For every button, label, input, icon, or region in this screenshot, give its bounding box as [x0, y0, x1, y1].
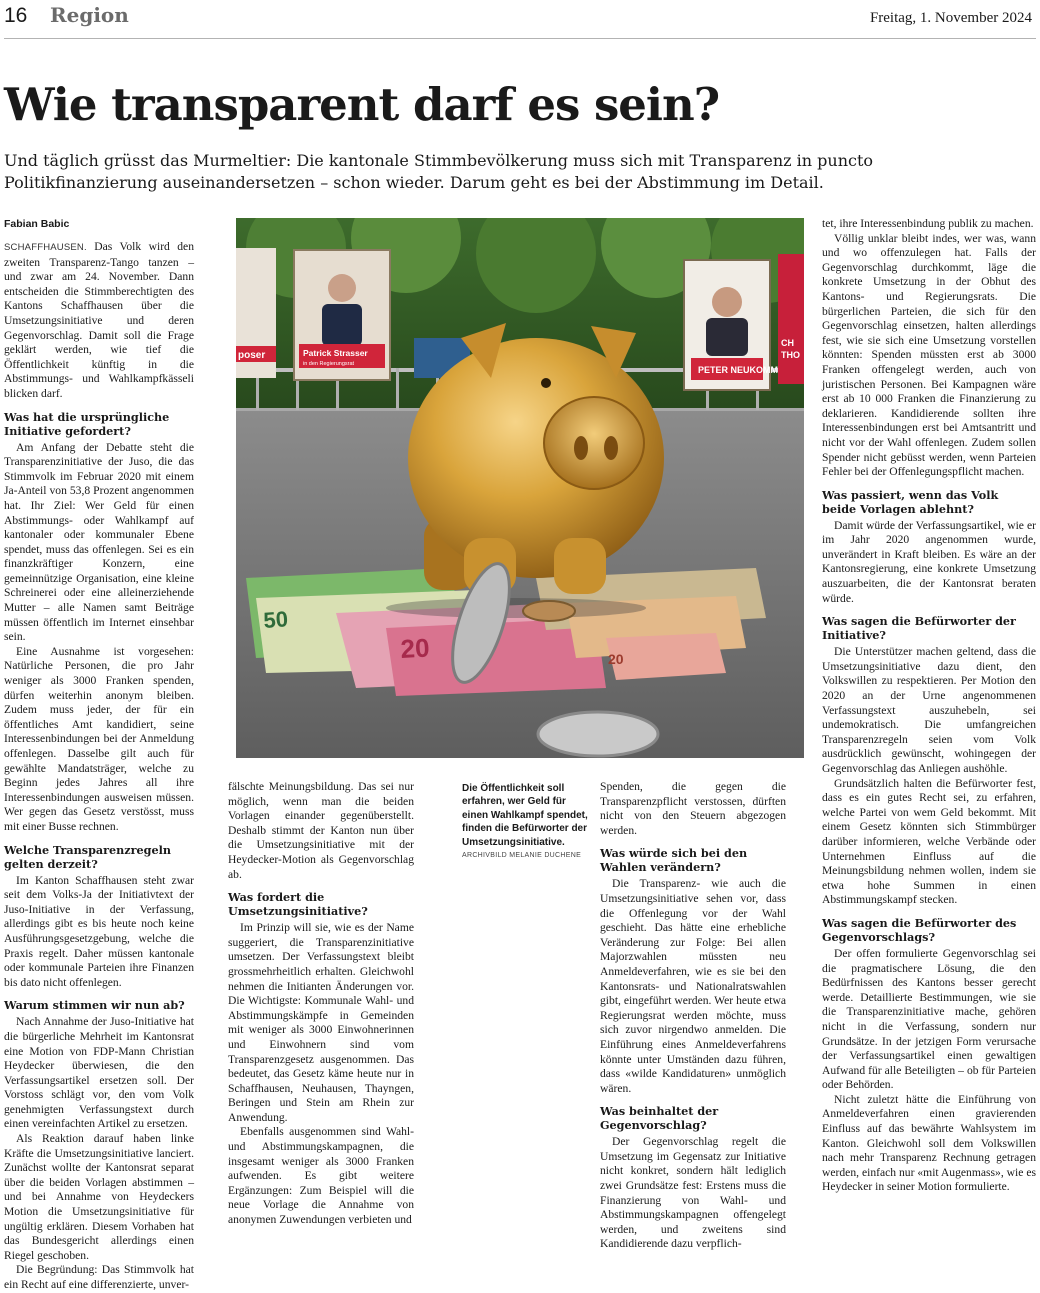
silver-coin — [538, 712, 658, 756]
subheading: Warum stimmen wir nun ab? — [4, 998, 185, 1013]
election-poster-right — [778, 254, 804, 384]
paragraph: Nicht zuletzt hätte die Einführung von Anmeldeverfahren einen gravierenden Einfluss auf das bewährte Wahlsystem im Kanton. Gleichwohl soll dem Volkswillen nach mehr Transparenz Rechnung getragen werden, einfach nur «mit Augenmass», wie es Heydecker in seiner Motion formulierte. — [822, 1092, 1036, 1194]
column-4 — [600, 780, 786, 1252]
poster-name-neukomm: PETER NEUKOMM — [698, 365, 779, 375]
paragraph: Die Begründung: Das Stimmvolk hat ein Recht auf eine differenzierte, unver- — [4, 1263, 194, 1291]
paragraph: Die Unterstützer machen geltend, dass die Umsetzungsinitiative dazu dient, den Volkswillen zu respektieren. Per Motion den 2020 an der Urne angenommenen Verfassungstext auszuhebeln, sei undemokratisch. Die umfangreichen Transparenzregeln seien vom Volk ausdrücklich gewünscht, wohingegen der Gegenvorschlag das Anliegen aushöhle. — [822, 645, 1036, 775]
page-number: 16 — [4, 4, 28, 27]
paragraph: Völlig unklar bleibt indes, wer was, wann und wo offenzulegen hat. Falls der Gegenvorschlag durchkommt, läge die konkrete Umsetzung in der Obhut des Kantons- und Regierungsrats. Die bürgerlichen Parteien, die sich für den Gegenvorschlag einsetzen, halten allerdings fest, wie sie sich eine Umsetzung vorstellen könnten: Spenden müssten erst ab 3000 Franken offengelegt werden, auch von juristischen Personen. Bei Kampagnen wäre erst ab 10 000 Franken die Finanzierung zu deklarieren. Kandidierende sollten ihre Interessenbindungen erst bei Amtsantritt und nicht vor der Wahl offenlegen. Zudem sollen Spender nicht gebüsst werden, wenn Parteien Fehler bei der Offenlegungspflicht machen. — [822, 231, 1036, 479]
paragraph: Im Kanton Schaffhausen steht zwar seit dem Volks-Ja der Initiativtext der Juso-Initiative in der Verfassung, allerdings gibt es bis heute noch keine Ausführungsgesetzgebung, welche die Praxis regelt. Daher müssen kantonale oder kommunale Parteien ihre Finanzen bis dato nicht offenlegen. — [4, 873, 194, 989]
article-photo — [236, 218, 804, 758]
paragraph: Der offen formulierte Gegenvorschlag sei die pragmatischere Lösung, die den Bedürfnissen des Kantons besser gerecht werde. Detaillierte Bestimmungen, wie sie die Transparenzinitiative mache, gehören nicht in die Verfassung, sondern nur Grundsätze. In der jetzigen Form verursache der Verfassungsartikel einen gewaltigen Aufwand für alle Beteiligten – ob für Parteien oder Behörden. — [822, 946, 1036, 1092]
subheading: Was würde sich bei den Wahlen verändern? — [600, 846, 748, 875]
issue-date: Freitag, 1. November 2024 — [869, 10, 1032, 26]
page-header — [0, 0, 1040, 40]
byline: Fabian Babic — [4, 218, 70, 230]
subheading: Was sagen die Befürworter des Gegenvorschlags? — [822, 915, 1017, 944]
poster-fragment-left: poser — [238, 350, 266, 361]
column-5 — [822, 217, 1036, 1195]
piggy-bank-photo — [236, 218, 804, 758]
paragraph: Spenden, die gegen die Transparenzpflicht verstossen, dürften nicht von den Steuern abgezogen werden. — [600, 780, 786, 837]
column-1 — [4, 240, 194, 1293]
dateline: SCHAFFHAUSEN. — [4, 242, 87, 253]
banknote-20: 20 — [399, 632, 431, 664]
paragraph: tet, ihre Interessenbindung publik zu machen. — [822, 217, 1034, 230]
photo-credit: ARCHIVBILD MELANIE DUCHENE — [462, 852, 582, 860]
paragraph: Damit würde der Verfassungsartikel, wie er im Jahr 2020 angenommen wurde, unverändert in Kraft bleiben. Es wäre an der Kantonsregierung, eine konkrete Umsetzung auszuarbeiten, die der Kantonsrat beraten würde. — [822, 518, 1036, 605]
intro-paragraph — [4, 240, 194, 402]
section-title: Region — [50, 3, 129, 27]
paragraph: Am Anfang der Debatte steht die Transparenzinitiative der Juso, die das Stimmvolk im Februar 2020 mit einem Ja-Anteil von 53,8 Prozent angenommen hat. Ihr Ziel: Wer Geld für einen Abstimmungs- oder Wahlkampf auf kantonaler oder kommunaler Ebene spendet, muss das offenlegen. Sei es ein finanzkräftiger Konzern, eine gemeinnützige Organisation, eine kleine Schreinerei oder eine alleinerziehende Mutter – alle Namen samt Beiträge müssen öffentlich im Internet einsehbar sein. — [4, 440, 194, 644]
lede: Und täglich grüsst das Murmeltier: Die kantonale Stimmbevölkerung muss sich mit Transparenz in puncto Politikfinanzierung auseinandersetzen – schon wieder. Darum geht es bei der Abstimmung im Detail. — [4, 151, 874, 192]
paragraph: fälschte Meinungsbildung. Das sei nur möglich, wenn man die beiden Vorlagen einander gegenüberstellt. Deshalb stimmt der Kanton nun über die Umsetzungsinitiative mit der Heydecker-Motion als Gegenvorschlag ab. — [228, 780, 414, 881]
poster-name-strasser: Patrick Strasser — [303, 348, 368, 358]
poster-fragment-right-1: CH — [781, 338, 794, 348]
paragraph: Nach Annahme der Juso-Initiative hat die bürgerliche Mehrheit im Kantonsrat eine Motion von FDP-Mann Christian Heydecker überwiesen, die den Verfassungsartikel ersetzen soll. Der Vorstoss schlägt vor, den vom Volk genehmigten Verfassungstext durch einen vereinfachten Artikel zu ersetzen. — [4, 1015, 194, 1131]
paragraph: Grundsätzlich halten die Befürworter fest, dass es ein gutes Recht sei, zu erfahren, welche Partei von wem Geld bekommt. Mit einem Gesetz könnten sich Stimmbürger darüber informieren, welche Verbände oder Unternehmen Einfluss auf die Meinungsbildung nehmen wollen, indem sie etwa hohe Summen in einen Abstimmungskampf stecken. — [822, 776, 1036, 907]
subheading: Welche Transparenzregeln gelten derzeit? — [4, 842, 171, 871]
poster-fragment-right-2: THO — [781, 350, 800, 360]
poster-subtitle: in den Regierungsrat — [303, 361, 355, 367]
header-rule — [4, 38, 1036, 39]
headline: Wie transparent darf es sein? — [4, 78, 720, 131]
paragraph: Der Gegenvorschlag regelt die Umsetzung im Gegensatz zur Initiative nicht konkret, sondern hält lediglich zwei Grundsätze fest: Erstens muss die Finanzierung von Wahl- und Abstimmungskampagnen offengelegt werden, und zweitens sind Kandidierende dazu verpflich- — [600, 1135, 786, 1251]
paragraph: Ebenfalls ausgenommen sind Wahl- und Abstimmungskampagnen, die insgesamt weniger als 3000 Franken aufwenden. Es gibt weitere Ergänzungen: Zum Beispiel will die neue Vorlage die Annahme von anonymen Zuwendungen verbieten und — [228, 1125, 414, 1227]
caption-text: Die Öffentlichkeit soll erfahren, wer Geld für einen Wahlkampf spendet, finden die Befürworter der Umsetzungsinitiative. — [462, 783, 588, 848]
banknote-50: 50 — [262, 606, 289, 633]
subheading: Was beinhaltet der Gegenvorschlag? — [600, 1104, 719, 1133]
intro-text: Das Volk wird den zweiten Transparenz-Tango tanzen – und zwar am 24. November. Dann entscheiden die Stimmberechtigten des Kantons Schaffhausen über die Umsetzungsinitiative und deren Gegenvorschlag. Damit soll die Frage geklärt werden, wie tief die Öffentlichkeit künftig in die Abstimmungs- und Wahlkampfkässeli blicken darf. — [4, 240, 195, 400]
paragraph: Im Prinzip will sie, wie es der Name suggeriert, die Transparenzinitiative umsetzen. Der Verfassungstext bleibt grossmehrheitlich erhalten. Gleichwohl nehmen die Initianten Änderungen vor. Die Wichtigste: Kommunale Wahl- und Abstimmungskämpfe in Gemeinden mit weniger als 3000 Einwohnerinnen und Einwohnern sind vom Transparenzgesetz ausgenommen. Das bedeutet, das Gesetz käme heute nur in Schaffhausen, Neuhausen, Thayngen, Beringen und Stein am Rhein zur Anwendung. — [228, 921, 414, 1124]
subheading: Was sagen die Befürworter der Initiative? — [822, 614, 1016, 643]
subheading: Was hat die ursprüngliche Initiative gefordert? — [4, 409, 170, 438]
photo-caption — [462, 782, 588, 859]
subheading: Was passiert, wenn das Volk beide Vorlagen ablehnt? — [822, 487, 999, 516]
paragraph: Eine Ausnahme ist vorgesehen: Natürliche Personen, die pro Jahr weniger als 3000 Franken spenden, dürfen weiterhin anonym bleiben. Zudem muss jeder, der für ein öffentliches Amt kandidiert, seine Interessenbindungen bei der Anmeldung offenlegen. Dasselbe gilt auch für gewählte Mandatsträger, welche zu Beginn jedes Jahres all ihre Interessenbindungen ausweisen müssen. Wer gegen das Gesetz verstösst, muss mit einer Busse rechnen. — [4, 644, 194, 833]
copper-coin — [523, 601, 575, 621]
paragraph: Die Transparenz- wie auch die Umsetzungsinitiative sehen vor, dass die Offenlegung vor der Wahl geschieht. Das hätte eine erhebliche Veränderung zur Folge: Bei allen Majorzwahlen müssten neu Anmeldeverfahren, wie es sie bei den Kantonsrats- und Nationalratswahlen gibt, eingeführt werden. Wer heute etwa Regierungsrat werden möchte, muss sich zuvor nirgendwo anmelden. Die Einführung eines Anmeldeverfahrens könnte unter Umständen dazu führen, dass «wilde Kandidaturen» unmöglich wären. — [600, 877, 786, 1095]
column-2 — [228, 780, 414, 1228]
subheading: Was fordert die Umsetzungsinitiative? — [228, 890, 368, 919]
paragraph: Als Reaktion darauf haben linke Kräfte die Umsetzungsinitiative lanciert. Zunächst wollte der Kantonsrat separat über die beiden Vorlagen abstimmen – und bei Annahme von Heydeckers Motion die Umsetzungsinitiative für ungültig erklären. Diesem Vorhaben hat das Bundesgericht allerdings einen Riegel geschoben. — [4, 1132, 194, 1262]
banknote-20-second: 20 — [608, 651, 624, 667]
